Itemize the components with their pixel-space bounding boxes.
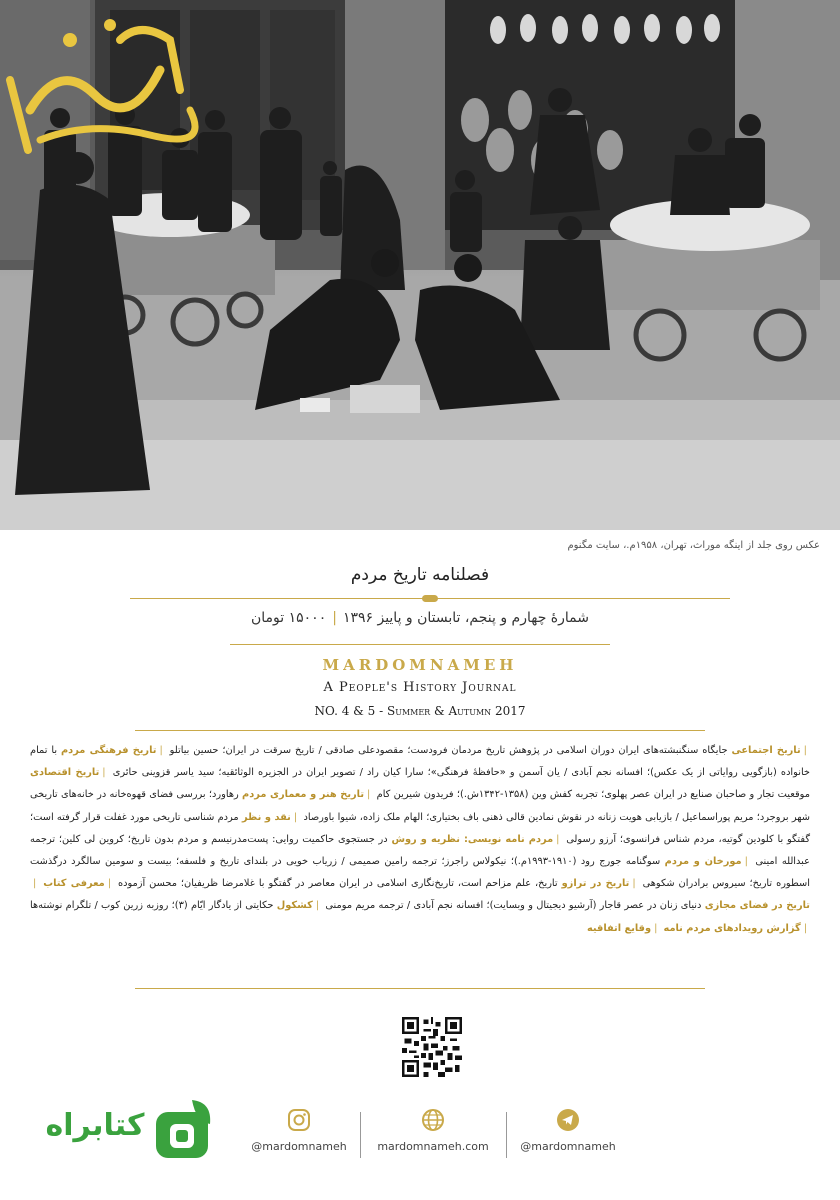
- globe-icon: [421, 1108, 445, 1132]
- cover-photo: [0, 0, 840, 530]
- journal-name-en: MARDOMNAMEH: [322, 656, 518, 674]
- journal-subtitle-en: A People's History Journal: [323, 680, 517, 695]
- toc-section-title: گزارش رویدادهای مردم نامه: [663, 922, 801, 934]
- toc-section-title: تاریخ اجتماعی: [731, 745, 801, 756]
- gold-rule-top: [130, 598, 730, 599]
- issue-line-en: NO. 4 & 5 - Summer & Autumn 2017: [314, 704, 526, 718]
- website-link[interactable]: [358, 1108, 508, 1153]
- telegram-icon: [556, 1108, 580, 1132]
- brand-name: کتابراه: [45, 1108, 145, 1143]
- telegram-handle: @mardomnameh: [520, 1140, 616, 1153]
- instagram-link[interactable]: [224, 1108, 374, 1153]
- toc-section-title: نقد و نظر: [241, 811, 291, 823]
- price-fa: ۱۵۰۰۰ تومان: [250, 610, 327, 626]
- gold-rule-bottom: [135, 730, 705, 731]
- instagram-icon: [287, 1108, 311, 1132]
- instagram-handle: @mardomnameh: [251, 1140, 347, 1153]
- journal-title-fa: فصلنامه تاریخ مردم: [350, 565, 490, 585]
- mardomnameh-logo: [0, 0, 200, 160]
- issue-line-fa: شمارهٔ چهارم و پنجم، تابستان و پاییز ۱۳۹۶|۱۵۰۰۰ تومان: [250, 610, 589, 626]
- toc-section-title: تاریخ در ترازو: [561, 878, 630, 890]
- toc-section-title: مورخان و مردم: [664, 856, 742, 868]
- toc-section-title: تاریخ اقتصادی: [30, 767, 100, 779]
- qr-code-icon[interactable]: [402, 1017, 462, 1077]
- ketabrah-logo-icon: [152, 1098, 216, 1162]
- toc-section-text: در جستجوی حاکمیت روایی: پست‌مدرنیسم و مردم بدون تاریخ؛ کروین لی کلین؛ ترجمه عبدالله امینی: [30, 833, 810, 868]
- toc-section-text: سوگنامه جورج رود (۱۹۱۰-۱۹۹۳م.)؛ نیکولاس راجرز؛ ترجمه رامین صمیمی / زریاب خویی در بلندای تاریخ و فلسفه؛ بیست و سومین سالگرد درگذشت اسطوره تاریخ؛ سیروس برادران شکوهی: [30, 856, 810, 890]
- toc-section-title: تاریخ فرهنگی مردم: [61, 745, 157, 756]
- website-url: mardomnameh.com: [377, 1140, 489, 1153]
- toc-section-text: موقعیت تجار و صاحبان صنایع در ایران عصر پهلوی؛ تجربه کفش وین (۱۳۵۸-۱۳۴۲ش.)؛ فریدون شیرین کام: [376, 789, 810, 801]
- toc-section-title: تاریخ هنر و معماری مردم: [242, 789, 364, 801]
- toc-section-text: جایگاه سنگنبشته‌های ایران دوران اسلامی در پژوهش تاریخ مردمان فرودست؛ مقصودعلی صادقی / تاریخ سرقت در ایران؛ حسین بیاتلو: [169, 745, 728, 756]
- toc-section-text: تاریخ، علم مزاحم است، تاریخ‌نگاری اسلامی در ایران معاصر در گفتگو با غلامرضا ظریفیان؛ محسن آزموده: [117, 878, 558, 890]
- cover-caption: عکس روی جلد از اینگه موراث، تهران، ۱۹۵۸م.، سایت مگنوم: [567, 540, 820, 551]
- table-of-contents: |تاریخ اجتماعی جایگاه سنگنبشته‌های ایران دوران اسلامی در پژوهش تاریخ مردمان فرودست؛ مقصودعلی صادقی / تاریخ سرقت در ایران؛ حسین بیاتلو |تاریخ فرهنگی مردم با تمام خانواده (بازگویی روایاتی از یک عکس)؛ افسانه نجم آبادی / یان آسمن و «حافظهٔ فرهنگی»؛ سارا کیان راد / تصویر ایران در الجزیره الوثائقیه؛ سید یاسر قزوینی حائری |تاریخ اقتصادی موقعیت تجار و صاحبان صنایع در ایران عصر پهلوی؛ تجربه کفش وین (۱۳۵۸-۱۳۴۲ش.)؛ فریدون شیرین کام |تاریخ هنر و معماری مردم رهاورد؛ بررسی فضای قهوه‌خانه در خانه‌های تاریخی شهر بروجرد؛ مریم پوراسماعیل / بازیابی هویت زنانه در نقوش نمادین قالی ذهنی باف بختیاری؛ الهام ملک زاده، شیوا باورصاد |نقد و نظر مردم شناسی تاریخی مورد غفلت قرار گرفته است؛ گفتگو با کلودین گوتیه، مردم شناس فرانسوی؛ آرزو رسولی |مردم نامه نویسی: نظریه و روش در جستجوی حاکمیت روایی: پست‌مدرنیسم و مردم بدون تاریخ؛ کروین لی کلین؛ ترجمه عبدالله امینی |مورخان و مردم سوگنامه جورج رود (۱۹۱۰-۱۹۹۳م.)؛ نیکولاس راجرز؛ ترجمه رامین صمیمی / زریاب خویی در بلندای تاریخ و فلسفه؛ بیست و سومین سالگرد درگذشت اسطوره تاریخ؛ سیروس برادران شکوهی |تاریخ در ترازو تاریخ، علم مزاحم است، تاریخ‌نگاری اسلامی در ایران معاصر در گفتگو با غلامرضا ظریفیان؛ محسن آزموده |معرفی کتاب |تاریخ در فضای مجازی دنیای زنان در عصر قاجار (آرشیو دیجیتال و وبسایت)؛ افسانه نجم آبادی / ترجمه مریم مومنی |کشکول حکایتی از یادگار ایّام (۳)؛ روزبه زرین کوب / تلگرام نوشته‌ها |گزارش رویدادهای مردم نامه |وقایع اتفاقیه: [30, 745, 811, 934]
- toc-section-title: کشکول: [276, 900, 313, 912]
- toc-section-text: رهاورد؛ بررسی فضای قهوه‌خانه در خانه‌های تاریخی شهر بروجرد؛ مریم پوراسماعیل / بازیابی هویت زنانه در نقوش نمادین قالی ذهنی باف بختیاری؛ الهام ملک زاده، شیوا باورصاد: [30, 789, 810, 823]
- issue-text-fa: شمارهٔ چهارم و پنجم، تابستان و پاییز ۱۳۹۶: [342, 610, 589, 626]
- telegram-link[interactable]: [493, 1108, 643, 1153]
- toc-section-title: مردم نامه نویسی: نظریه و روش: [391, 833, 554, 845]
- toc-section-title: معرفی کتاب: [43, 878, 105, 890]
- toc-section-text: مردم شناسی تاریخی مورد غفلت قرار گرفته است؛ گفتگو با کلودین گوتیه، مردم شناس فرانسوی؛ آرزو رسولی: [30, 811, 811, 845]
- gold-rule-mid: [230, 644, 610, 645]
- toc-section-text: با تمام خانواده (بازگویی روایاتی از یک عکس)؛ افسانه نجم آبادی / یان آسمن و «حافظهٔ فرهنگی»؛ سارا کیان راد / تصویر ایران در الجزیره الوثائقیه؛ سید یاسر قزوینی حائری: [30, 745, 810, 779]
- gold-rule-end: [135, 988, 705, 989]
- toc-section-text: دنیای زنان در عصر قاجار (آرشیو دیجیتال و وبسایت)؛ افسانه نجم آبادی / ترجمه مریم مومنی: [325, 900, 702, 912]
- toc-section-title: تاریخ در فضای مجازی: [704, 900, 810, 912]
- toc-section-text: حکایتی از یادگار ایّام (۳)؛ روزبه زرین کوب / تلگرام نوشته‌ها: [30, 900, 274, 912]
- ketabrah-brand[interactable]: [40, 1098, 215, 1162]
- toc-section-title: وقایع اتفاقیه: [586, 922, 652, 934]
